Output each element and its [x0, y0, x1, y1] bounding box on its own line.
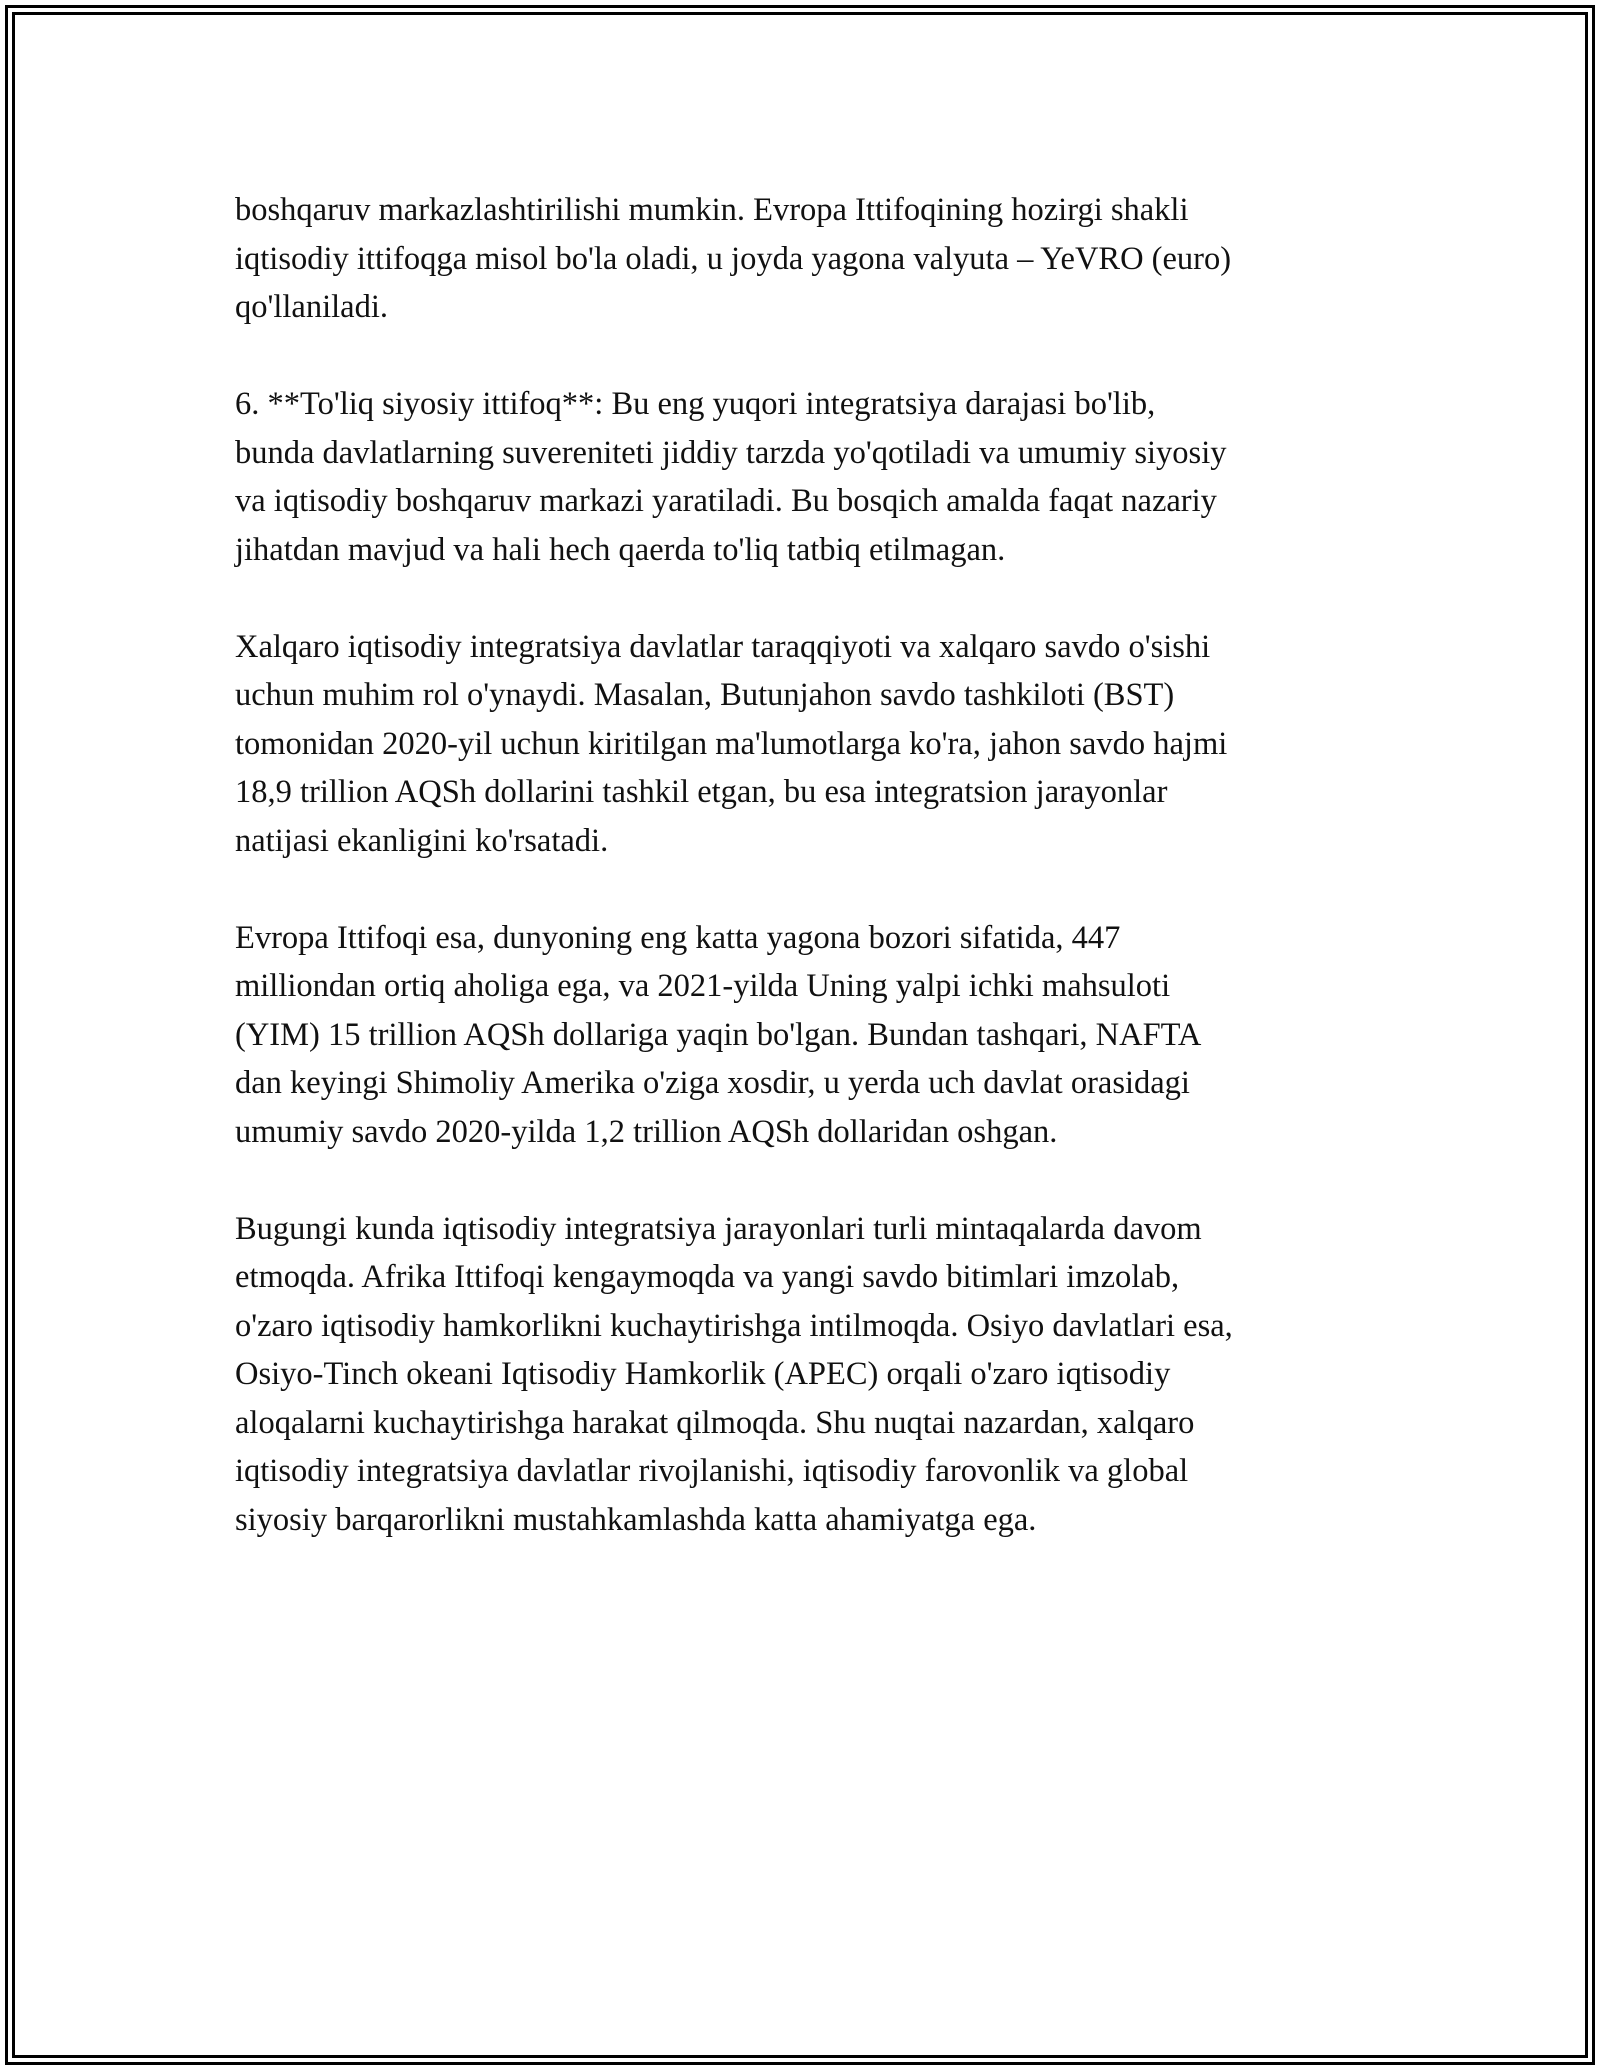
text-line: va iqtisodiy boshqaruv markazi yaratiladi. Bu bosqich amalda faqat nazariy [235, 483, 1217, 519]
text-line: siyosiy barqarorlikni mustahkamlashda katta ahamiyatga ega. [235, 1501, 1037, 1538]
text-line: 6. **To'liq siyosiy ittifoq**: Bu eng yuqori integratsiya darajasi bo'lib, [235, 386, 1156, 422]
text-line: aloqalarni kuchaytirishga harakat qilmoqda. Shu nuqtai nazardan, xalqaro [235, 1404, 1195, 1441]
paragraph-political-union [235, 380, 1385, 574]
paragraph-current-processes [235, 1205, 1385, 1545]
text-line: tomonidan 2020-yil uchun kiritilgan ma'lumotlarga ko'ra, jahon savdo hajmi [235, 725, 1228, 762]
text-line: jihatdan mavjud va hali hech qaerda to'liq tatbiq etilmagan. [235, 531, 1006, 568]
text-line: Xalqaro iqtisodiy integratsiya davlatlar taraqqiyoti va xalqaro savdo o'sishi [235, 628, 1211, 665]
paragraph-eu-nafta [235, 914, 1385, 1157]
text-line: Bugungi kunda iqtisodiy integratsiya jarayonlari turli mintaqalarda davom [235, 1210, 1202, 1247]
text-line: o'zaro iqtisodiy hamkorlikni kuchaytirishga intilmoqda. Osiyo davlatlari esa, [235, 1307, 1233, 1344]
text-line: dan keyingi Shimoliy Amerika o'ziga xosdir, u yerda uch davlat orasidagi [235, 1065, 1190, 1101]
text-line: milliondan ortiq aholiga ega, va 2021-yilda Uning yalpi ichki mahsuloti [235, 968, 1171, 1004]
text-line: iqtisodiy integratsiya davlatlar rivojlanishi, iqtisodiy farovonlik va global [235, 1453, 1189, 1489]
text-line: 18,9 trillion AQSh dollarini tashkil etgan, bu esa integratsion jarayonlar [235, 774, 1168, 810]
text-line: Evropa Ittifoqi esa, dunyoning eng katta yagona bozori sifatida, 447 [235, 919, 1121, 956]
text-line: umumiy savdo 2020-yilda 1,2 trillion AQSh dollaridan oshgan. [235, 1113, 1058, 1150]
text-line: natijasi ekanligini ko'rsatadi. [235, 822, 609, 859]
text-line: uchun muhim rol o'ynaydi. Masalan, Butunjahon savdo tashkiloti (BST) [235, 677, 1175, 713]
paragraph-economic-union [235, 186, 1385, 332]
paragraph-world-trade [235, 623, 1385, 866]
text-line: Osiyo-Tinch okeani Iqtisodiy Hamkorlik (APEC) orqali o'zaro iqtisodiy [235, 1356, 1171, 1392]
document-body [235, 186, 1385, 1593]
text-line: (YIM) 15 trillion AQSh dollariga yaqin bo'lgan. Bundan tashqari, NAFTA [235, 1016, 1202, 1053]
text-line: boshqaruv markazlashtirilishi mumkin. Evropa Ittifoqining hozirgi shakli [235, 192, 1189, 228]
text-line: bunda davlatlarning suvereniteti jiddiy tarzda yo'qotiladi va umumiy siyosiy [235, 434, 1227, 471]
text-line: etmoqda. Afrika Ittifoqi kengaymoqda va yangi savdo bitimlari imzolab, [235, 1259, 1180, 1295]
text-line: iqtisodiy ittifoqga misol bo'la oladi, u joyda yagona valyuta – YeVRO (euro) [235, 240, 1232, 277]
text-line: qo'llaniladi. [235, 289, 388, 325]
